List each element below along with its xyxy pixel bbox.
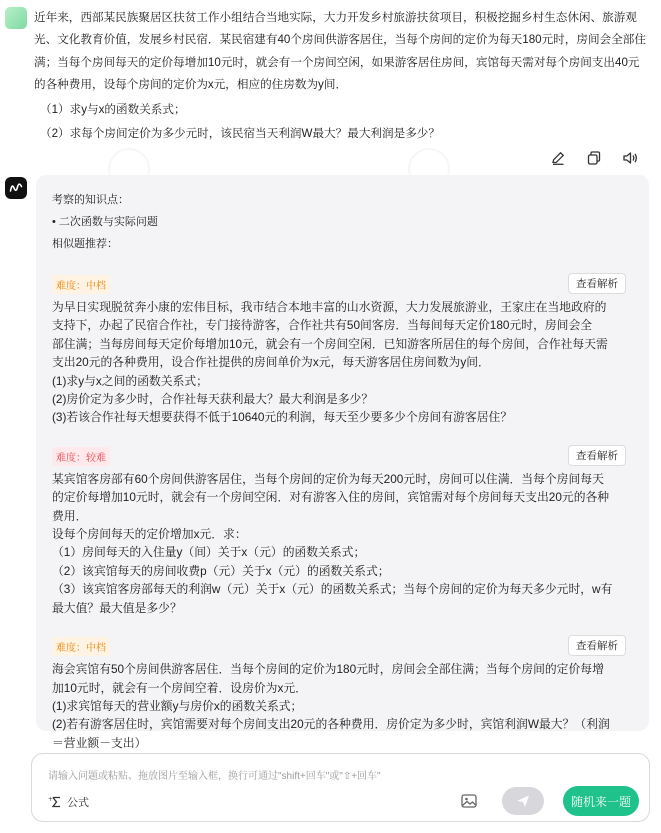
problem-line: （2）该宾馆每天的房间收费p（元）关于x（元）的函数关系式； <box>52 563 390 578</box>
problem-line: （3）该宾馆客房部每天的利润w（元）关于x（元）的函数关系式；当每个房间的定价为每天多少元时，w有 <box>52 582 613 597</box>
view-analysis-button[interactable]: 查看解析 <box>568 635 626 656</box>
similar-problem <box>52 443 626 617</box>
chat-input-box[interactable] <box>31 753 650 822</box>
bot-logo-icon <box>9 182 23 194</box>
difficulty-badge: 难度：中档 <box>52 637 110 656</box>
svg-text:+: + <box>48 796 54 803</box>
user-avatar <box>5 7 27 29</box>
problem-line: (1)求宾馆每天的营业额y与房价x的函数关系式； <box>52 698 303 713</box>
problem-line: 支持下，办起了民宿合作社，专门接待游客，合作社共有50间客房．当每间每天定价180元时，房间会全 <box>52 318 593 333</box>
problem-line: (2)若有游客居住时，宾馆需要对每个房间支出20元的各种费用．房价定为多少时，宾馆利润W最大？（利润 <box>52 717 610 732</box>
copy-button[interactable] <box>584 148 604 168</box>
similar-title: 相似题推荐： <box>52 238 118 250</box>
difficulty-badge: 难度：中档 <box>52 275 110 294</box>
problem-line: 加10元时，就会有一个房间空着．设房价为x元． <box>52 680 307 695</box>
speaker-icon <box>622 150 639 166</box>
problem-line: 为早日实现脱贫奔小康的宏伟目标，我市结合本地丰富的山水资源，大力发展旅游业，王家庄在当地政府的 <box>52 300 607 314</box>
problem-line: (3)若该合作社每天想要获得不低于10640元的利润，每天至少要多少个房间有游客居住？ <box>52 410 513 425</box>
problem-line: (1)求y与x之间的函数关系式； <box>52 373 208 388</box>
send-button[interactable] <box>502 787 544 815</box>
edit-button[interactable] <box>548 148 568 168</box>
similar-problem <box>52 633 626 752</box>
problem-line: 最大值？最大值是多少？ <box>52 600 182 615</box>
problem-line: 的定价每增加10元时，就会有一个房间空闲．对有游客入住的房间，宾馆需对每个房间每天支出20元的各种 <box>52 490 610 505</box>
bot-response-content <box>52 189 626 752</box>
problem-line: 海会宾馆有50个房间供游客居住．当每个房间的定价为180元时，房间会全部住满；当每个房间的定价每增 <box>52 662 604 677</box>
problem-line: (2)房价定为多少时，合作社每天获利最大？最大利润是多少？ <box>52 392 374 407</box>
formula-label: 公式 <box>67 797 89 809</box>
problem-line: ＝营业额－支出） <box>52 735 147 750</box>
problem-line: 费用． <box>52 508 88 523</box>
difficulty-badge: 难度：较难 <box>52 447 110 466</box>
pencil-icon <box>550 150 566 166</box>
bot-response-card <box>36 175 649 750</box>
knowledge-title: 考察的知识点： <box>52 194 129 206</box>
problem-line: 设每个房间每天的定价增加x元．求： <box>52 527 247 542</box>
image-icon <box>460 792 478 810</box>
user-question-part-1: （1）求y与x的函数关系式； <box>40 102 186 116</box>
random-question-button[interactable]: 随机来一题 <box>563 786 639 816</box>
similar-problem <box>52 271 626 427</box>
copy-icon <box>586 150 602 166</box>
formula-button[interactable] <box>48 794 89 810</box>
image-upload-button[interactable] <box>460 792 478 810</box>
problem-line: 部住满；当每房间每天定价每增加10元，就会有一个房间空闲．已知游客所居住的每个房间，合作社每天需 <box>52 336 608 351</box>
send-icon <box>515 793 531 809</box>
message-actions <box>548 148 640 168</box>
sigma-icon <box>48 796 62 808</box>
bot-avatar <box>5 177 27 199</box>
chat-input-placeholder[interactable]: 请输入问题或粘贴、拖放图片至输入框，换行可通过"shift+回车"或"⇧+回车" <box>48 771 381 782</box>
problem-line: 支出20元的各种费用，设合作社提供的房间单价为x元，每天游客居住房间数为y间． <box>52 355 490 370</box>
user-message <box>34 7 646 145</box>
problem-line: （1）房间每天的入住量y（间）关于x（元）的函数关系式； <box>52 545 366 560</box>
problem-text <box>52 660 626 752</box>
knowledge-item: • 二次函数与实际问题 <box>52 216 158 228</box>
view-analysis-button[interactable]: 查看解析 <box>568 273 626 294</box>
user-question-part-2: （2）求每个房间定价为多少元时，该民宿当天利润W最大？最大利润是多少？ <box>40 127 440 141</box>
problem-text <box>52 470 626 617</box>
speak-button[interactable] <box>620 148 640 168</box>
problem-line: 某宾馆客房部有60个房间供游客居住，当每个房间的定价为每天200元时，房间可以住满．当每个房间每天 <box>52 471 604 486</box>
user-question-text: 近年来，西部某民族聚居区扶贫工作小组结合当地实际，大力开发乡村旅游扶贫项目，积极挖掘乡村生态休闲、旅游观光、文化教育价值，发展乡村民宿．某民宿建有40个房间供游客居住，当每个房间的定价为每天180元时，房间会全部住满；当每个房间每天的定价每增加10元时，就会有一个房间空闲，如果游客居住房间，宾馆每天需对每个房间支出40元的各种费用，设每个房间的定价为x元，相应的住房数为y间． <box>34 11 646 92</box>
view-analysis-button[interactable]: 查看解析 <box>568 445 626 466</box>
problem-text <box>52 298 626 427</box>
